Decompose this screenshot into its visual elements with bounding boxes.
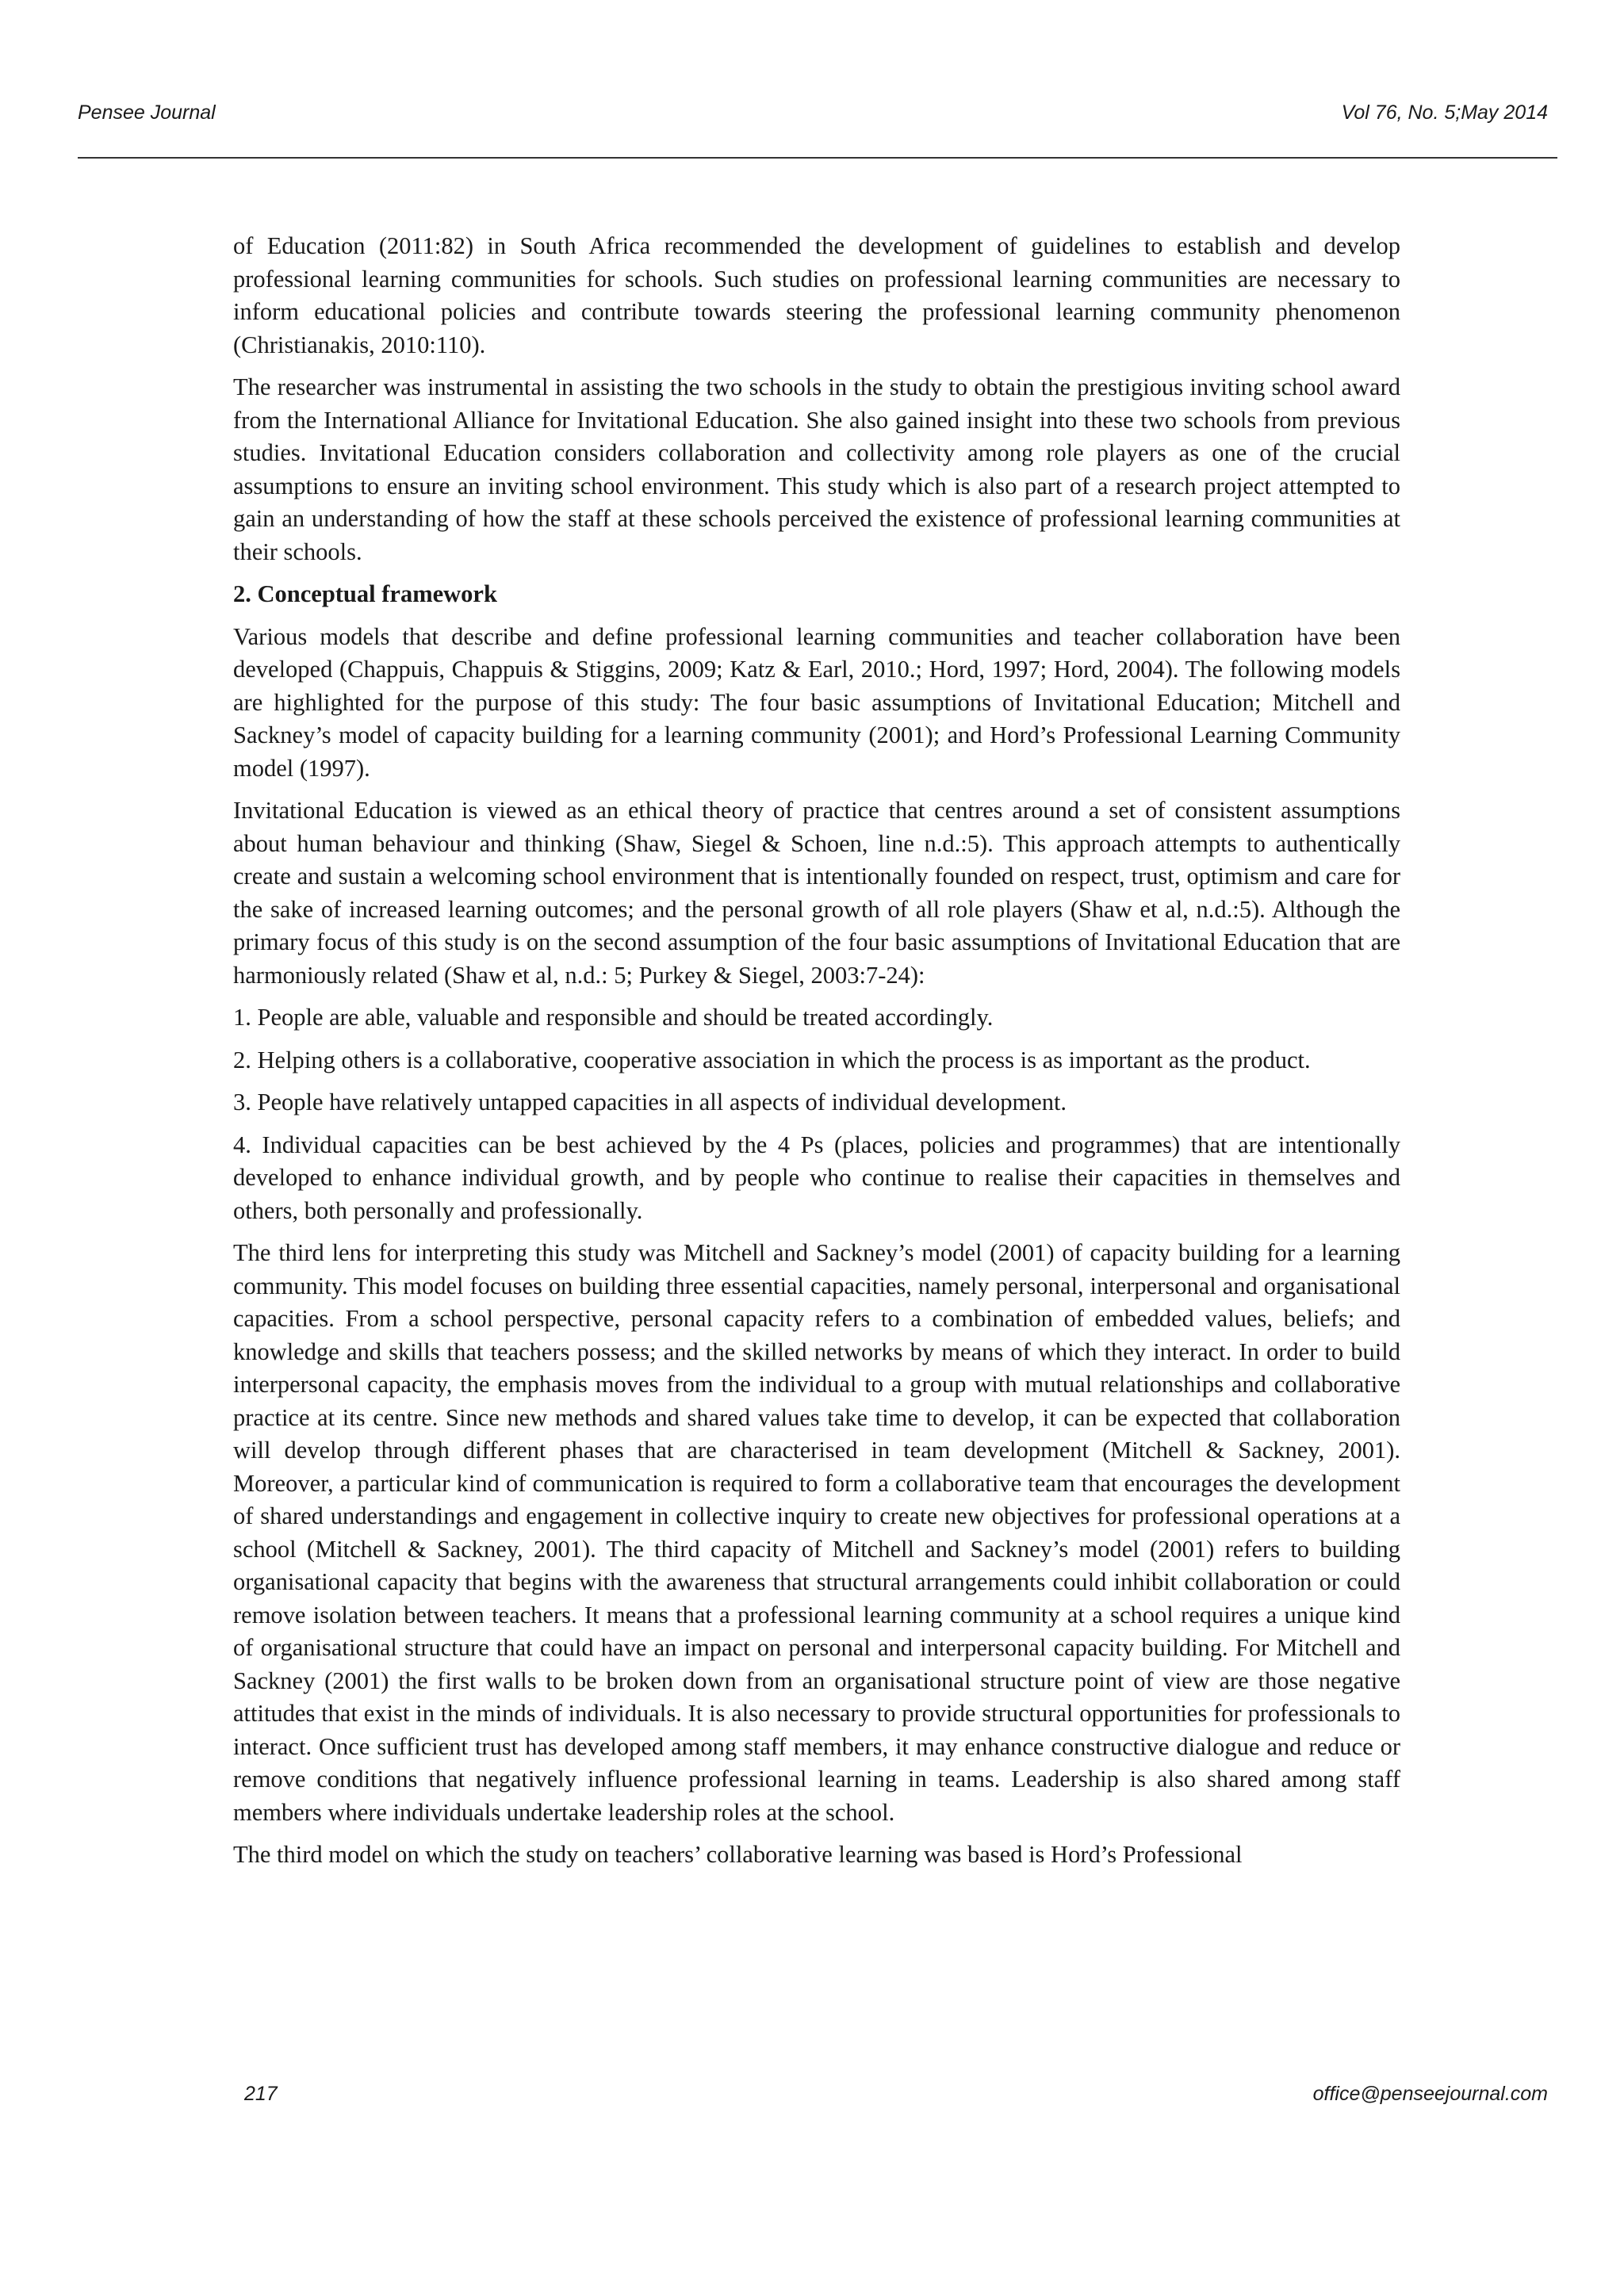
list-item: 4. Individual capacities can be best achieved by the 4 Ps (places, policies and programmes) that are intentionally developed to enhance individual growth, and by people who continue to realise their capacities in themselves and others, both personally and professionally. [233, 1131, 1400, 1224]
paragraph: Invitational Education is viewed as an ethical theory of practice that centres around a set of consistent assumptions about human behaviour and thinking (Shaw, Siegel & Schoen, line n.d.:5). This approach attempts to authentically create and sustain a welcoming school environment that is intentionally founded on respect, trust, optimism and care for the sake of increased learning outcomes; and the personal growth of all role players (Shaw et al, n.d.:5). Although the primary focus of this study is on the second assumption of the four basic assumptions of Invitational Education that are harmoniously related (Shaw et al, n.d.: 5; Purkey & Siegel, 2003:7-24): [233, 797, 1400, 989]
list-item: 3. People have relatively untapped capacities in all aspects of individual development. [233, 1089, 1067, 1115]
paragraph: of Education (2011:82) in South Africa recommended the development of guidelines to establish and develop professional learning communities for schools. Such studies on professional learning communities are necessary to inform educational policies and contribute towards steering the professional learning community phenomenon (Christianakis, 2010:110). [233, 232, 1400, 358]
list-item: 2. Helping others is a collaborative, cooperative association in which the process is as important as the product. [233, 1046, 1311, 1073]
contact-email: office@penseejournal.com [1312, 2083, 1548, 2105]
paragraph: The third lens for interpreting this study was Mitchell and Sackney’s model (2001) of capacity building for a learning community. This model focuses on building three essential capacities, namely personal, interpersonal and organisational capacities. From a school perspective, personal capacity refers to a combination of embedded values, beliefs; and knowledge and skills that teachers possess; and the skilled networks by means of which they interact. In order to build interpersonal capacity, the emphasis moves from the individual to a group with mutual relationships and collaborative practice at its centre. Since new methods and shared values take time to develop, it can be expected that collaboration will develop through different phases that are characterised in team development (Mitchell & Sackney, 2001). Moreover, a particular kind of communication is required to form a collaborative team that encourages the development of shared understandings and engagement in collective inquiry to create new objectives for professional operations at a school (Mitchell & Sackney, 2001). The third capacity of Mitchell and Sackney’s model (2001) refers to building organisational capacity that begins with the awareness that structural arrangements could inhibit collaboration or could remove isolation between teachers. It means that a professional learning community at a school requires a unique kind of organisational structure that could have an impact on personal and interpersonal capacity building. For Mitchell and Sackney (2001) the first walls to be broken down from an organisational structure point of view are those negative attitudes that exist in the minds of individuals. It is also necessary to provide structural opportunities for professionals to interact. Once sufficient trust has developed among staff members, it may enhance constructive dialogue and reduce or remove conditions that negatively influence professional learning in teams. Leadership is also shared among staff members where individuals undertake leadership roles at the school. [233, 1239, 1400, 1826]
paragraph: The third model on which the study on teachers’ collaborative learning was based is Hord’s Professional [233, 1841, 1243, 1868]
article-body [233, 230, 1400, 1881]
paragraph: The researcher was instrumental in assisting the two schools in the study to obtain the prestigious inviting school award from the International Alliance for Invitational Education. She also gained insight into these two schools from previous studies. Invitational Education considers collaboration and collectivity among role players as one of the crucial assumptions to ensure an inviting school environment. This study which is also part of a research project attempted to gain an understanding of how the staff at these schools perceived the existence of professional learning communities at their schools. [233, 373, 1400, 565]
journal-name: Pensee Journal [78, 101, 216, 124]
page-number: 217 [244, 2083, 278, 2105]
issue-info: Vol 76, No. 5;May 2014 [1341, 101, 1548, 124]
paragraph: Various models that describe and define professional learning communities and teacher collaboration have been developed (Chappuis, Chappuis & Stiggins, 2009; Katz & Earl, 2010.; Hord, 1997; Hord, 2004). The following models are highlighted for the purpose of this study: The four basic assumptions of Invitational Education; Mitchell and Sackney’s model of capacity building for a learning community (2001); and Hord’s Professional Learning Community model (1997). [233, 622, 1400, 782]
running-header [78, 101, 1557, 159]
list-item: 1. People are able, valuable and responsible and should be treated accordingly. [233, 1004, 994, 1031]
section-heading: 2. Conceptual framework [233, 580, 497, 607]
